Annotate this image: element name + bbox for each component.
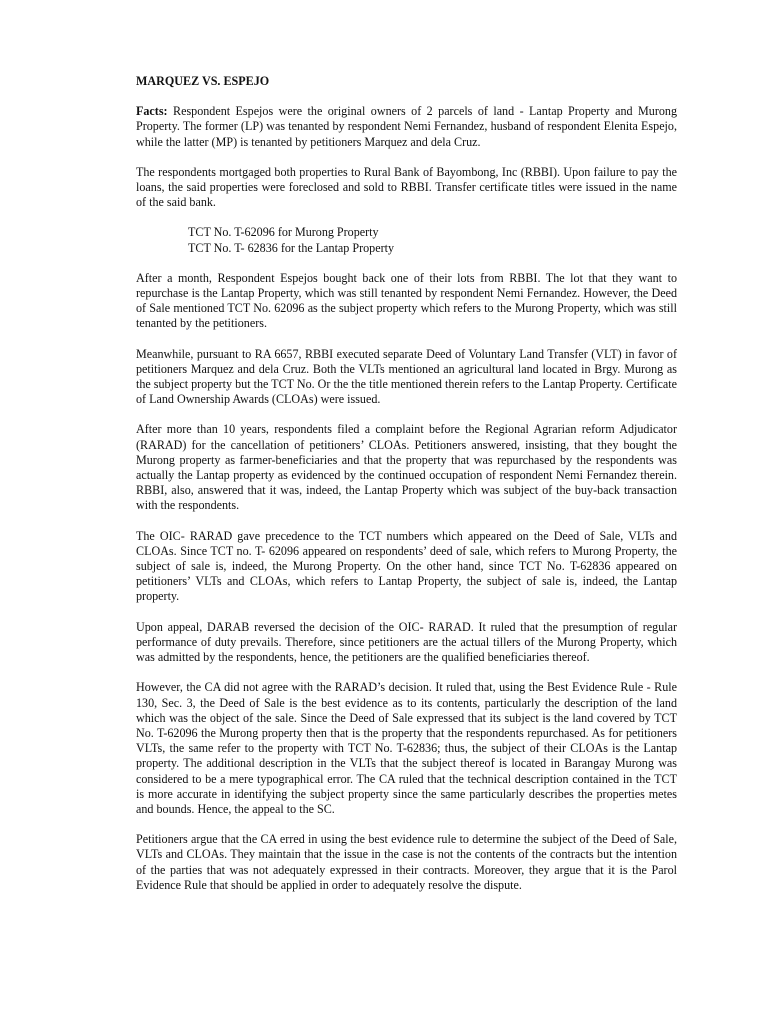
paragraph-buyback: After a month, Respondent Espejos bought back one of their lots from RBBI. The lot that they want to repurchase is the Lantap Property, which was still tenanted by respondent Nemi Fernandez. However, the Deed of Sale mentioned TCT No. 62096 as the subject property which refers to the Murong Property, which was still tenanted by the petitioners.: [136, 270, 677, 331]
document-title: MARQUEZ VS. ESPEJO: [136, 74, 270, 88]
facts-text: Respondent Espejos were the original owners of 2 parcels of land - Lantap Property and Murong Property. The former (LP) was tenanted by respondent Nemi Fernandez, husband of respondent Elenita Espejo, while the latter (MP) is tenanted by petitioners Marquez and dela Cruz.: [136, 104, 677, 149]
facts-label: Facts:: [136, 104, 168, 119]
paragraph-mortgage: The respondents mortgaged both properties to Rural Bank of Bayombong, Inc (RBBI). Upon failure to pay the loans, the said properties were foreclosed and sold to RBBI. Transfer certificate titles were issued in the name of the said bank.: [136, 164, 677, 210]
tct-list: [188, 225, 677, 255]
paragraph-ca: However, the CA did not agree with the RARAD’s decision. It ruled that, using the Best Evidence Rule - Rule 130, Sec. 3, the Deed of Sale is the best evidence as to its contents, particularly the description of the land which was the object of the sale. Since the Deed of Sale expressed that its subject is the land covered by TCT No. T-62096 the Murong property then that is the property that the respondents repurchased. As for petitioners VLTs, the same refer to the property with TCT No. T-62836; thus, the subject of their CLOAs is the Lantap property. The additional description in the VLTs that the subject thereof is located in Barangay Murong was considered to be a mere typographical error. The CA ruled that the technical description contained in the TCT is more accurate in identifying the subject property since the same particularly describes the properties metes and bounds. Hence, the appeal to the SC.: [136, 680, 677, 816]
paragraph-darab: Upon appeal, DARAB reversed the decision of the OIC- RARAD. It ruled that the presumption of regular performance of duty prevails. Therefore, since petitioners are the actual tillers of the Murong Property, which was admitted by the respondents, hence, the petitioners are the qualified beneficiaries thereof.: [136, 619, 677, 665]
tct-line-lantap: TCT No. T- 62836 for the Lantap Property: [188, 240, 395, 255]
paragraph-vlt: Meanwhile, pursuant to RA 6657, RBBI executed separate Deed of Voluntary Land Transfer (VLT) in favor of petitioners Marquez and dela Cruz. Both the VLTs mentioned an agricultural land located in Brgy. Murong as the subject property but the TCT No. Or the the title mentioned therein refers to the Lantap Property. Certificate of Land Ownership Awards (CLOAs) were issued.: [136, 346, 677, 407]
document-page: [136, 74, 677, 908]
paragraph-rarad: The OIC- RARAD gave precedence to the TCT numbers which appeared on the Deed of Sale, VLTs and CLOAs. Since TCT no. T- 62096 appeared on respondents’ deed of sale, which refers to Murong Property, the subject of sale is, indeed, the Murong Property. On the other hand, since TCT No. T-62836 appeared on petitioners’ VLTs and CLOAs, which refers to Lantap Property, the subject of sale is, indeed, the Lantap property.: [136, 528, 677, 604]
paragraph-petitioners-argue: Petitioners argue that the CA erred in using the best evidence rule to determine the subject of the Deed of Sale, VLTs and CLOAs. They maintain that the issue in the case is not the contents of the contracts but the intention of the parties that was not adequately expressed in their contracts. Moreover, they argue that it is the Parol Evidence Rule that should be applied in order to adequately resolve the dispute.: [136, 832, 677, 892]
paragraph-complaint: After more than 10 years, respondents filed a complaint before the Regional Agrarian reform Adjudicator (RARAD) for the cancellation of petitioners’ CLOAs. Petitioners answered, insisting, that they bought the Murong property as farmer-beneficiaries and that the property that was repurchased by the respondents was actually the Lantap property as evidenced by the continued occupation of respondent Nemi Fernandez therein. RBBI, also, answered that it was, indeed, the Lantap Property which was subject of the buy-back transaction with the respondents.: [136, 422, 677, 513]
tct-line-murong: TCT No. T-62096 for Murong Property: [188, 225, 379, 240]
facts-paragraph: [136, 104, 677, 150]
